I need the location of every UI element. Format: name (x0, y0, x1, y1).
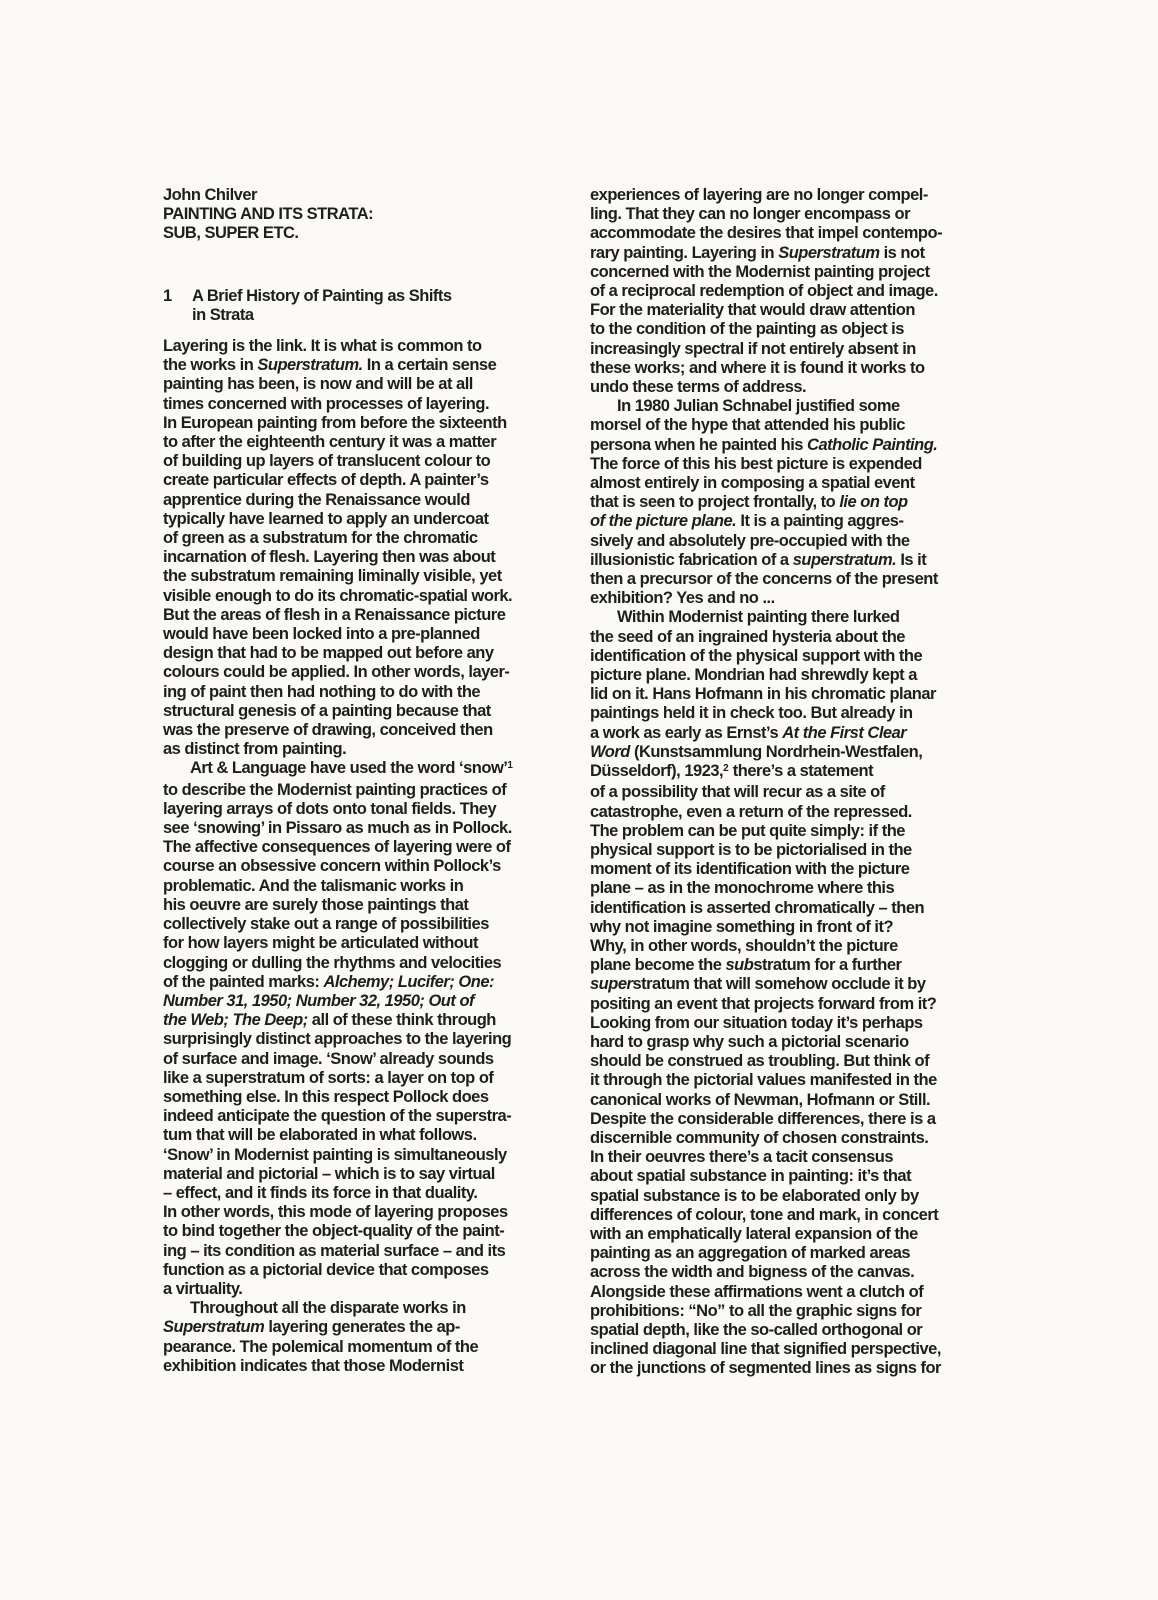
text-line: should be construed as troubling. But think of (590, 1052, 930, 1071)
text-line: across the width and bigness of the canvas. (590, 1263, 915, 1282)
section-title (192, 287, 452, 325)
text-line: collectively stake out a range of possibilities (163, 915, 489, 934)
text-line: why not imagine something in front of it? (590, 917, 894, 936)
text-line: In other words, this mode of layering proposes (163, 1203, 508, 1222)
text-line: spatial depth, like the so-called orthogonal or (590, 1320, 923, 1339)
text-line: hard to grasp why such a pictorial scenario (590, 1032, 909, 1051)
italic-text: Number 31, 1950; Number 32, 1950; Out of (163, 991, 475, 1010)
italic-text: lie on top (839, 493, 908, 512)
article-header (163, 186, 373, 244)
italic-text: Superstratum (163, 1318, 265, 1337)
text-line: physical support is to be pictorialised in the (590, 840, 912, 859)
italic-text: Superstratum (778, 243, 880, 262)
section-heading (163, 287, 452, 325)
article-title-line2: SUB, SUPER ETC. (163, 224, 299, 243)
italic-text: sub (725, 956, 754, 975)
text-line: The force of this his best picture is expended (590, 454, 922, 473)
text-line: Word (Kunstsammlung Nordrhein-Westfalen, (590, 742, 923, 761)
text-line: surprisingly distinct approaches to the layering (163, 1030, 512, 1049)
text-line: paintings held it in check too. But already in (590, 704, 913, 723)
text-line: that is seen to project frontally, to lie on top (590, 493, 908, 512)
column-right (590, 186, 1002, 1379)
text-line: to after the eighteenth century it was a matter (163, 433, 497, 452)
paragraph (590, 608, 1002, 1378)
footnote-marker: 2 (723, 763, 729, 775)
text-line: But the areas of flesh in a Renaissance picture (163, 605, 506, 624)
text-line: apprentice during the Renaissance would (163, 490, 470, 509)
text-line: Despite the considerable differences, there is a (590, 1109, 936, 1128)
text-line: differences of colour, tone and mark, in concert (590, 1205, 939, 1224)
text-line: like a superstratum of sorts: a layer on top of (163, 1068, 494, 1087)
text-line: prohibitions: “No” to all the graphic signs for (590, 1301, 922, 1320)
text-line: picture plane. Mondrian had shrewdly kept a (590, 666, 917, 685)
text-line: In 1980 Julian Schnabel justified some (617, 397, 900, 416)
italic-text: Catholic Painting. (807, 435, 938, 454)
text-line: a work as early as Ernst’s At the First Clear (590, 723, 907, 742)
text-line: Throughout all the disparate works in (190, 1299, 466, 1318)
text-line: or the junctions of segmented lines as signs for (590, 1359, 941, 1378)
text-line: visible enough to do its chromatic-spatial work. (163, 586, 513, 605)
text-line: pearance. The polemical momentum of the (163, 1337, 479, 1356)
section-title-line2: in Strata (192, 306, 254, 325)
text-line: Layering is the link. It is what is common to (163, 337, 482, 355)
text-line: moment of its identification with the picture (590, 860, 910, 879)
text-line: exhibition indicates that those Modernist (163, 1356, 464, 1375)
italic-text: Alchemy; Lucifer; One: (323, 972, 494, 991)
text-line: structural genesis of a painting because that (163, 701, 491, 720)
italic-text: superstratum. (792, 550, 897, 569)
text-line: Alongside these affirmations went a clutch of (590, 1282, 924, 1301)
text-line: exhibition? Yes and no ... (590, 589, 775, 608)
text-line: plane become the substratum for a further (590, 956, 902, 975)
text-line: Why, in other words, shouldn’t the picture (590, 936, 898, 955)
text-line (163, 992, 575, 1011)
text-line: The affective consequences of layering were of (163, 838, 511, 857)
text-line: The problem can be put quite simply: if the (590, 821, 905, 840)
text-line: problematic. And the talismanic works in (163, 876, 464, 895)
column-left (163, 337, 575, 1376)
text-line: with an emphatically lateral expansion of the (590, 1224, 918, 1243)
paragraph (163, 1299, 575, 1376)
text-line: function as a pictorial device that composes (163, 1260, 489, 1279)
author-name: John Chilver (163, 186, 257, 204)
text-line: colours could be applied. In other words, layer- (163, 663, 510, 682)
paragraph (163, 337, 575, 759)
text-line: catastrophe, even a return of the repressed. (590, 802, 912, 821)
text-line: the works in Superstratum. In a certain sense (163, 356, 497, 375)
text-line: identification of the physical support with the (590, 646, 923, 665)
section-number: 1 (163, 287, 172, 305)
text-line: was the preserve of drawing, conceived then (163, 721, 493, 740)
text-line: painting as an aggregation of marked areas (590, 1244, 911, 1263)
text-line: For the materiality that would draw attention (590, 301, 915, 320)
text-line: the substratum remaining liminally visible, yet (163, 567, 502, 586)
text-line: persona when he painted his Catholic Painting. (590, 435, 938, 454)
text-line: it through the pictorial values manifested in the (590, 1071, 937, 1090)
text-line: rary painting. Layering in Superstratum is not (590, 243, 925, 262)
text-line: ling. That they can no longer encompass or (590, 205, 911, 224)
text-line: spatial substance is to be elaborated only by (590, 1186, 919, 1205)
text-line: ‘Snow’ in Modernist painting is simultaneously (163, 1145, 507, 1164)
text-line: discernible community of chosen constraints. (590, 1128, 929, 1147)
text-line: ing of paint then had nothing to do with the (163, 682, 481, 701)
text-line: to the condition of the painting as object is (590, 320, 904, 339)
text-line: something else. In this respect Pollock does (163, 1087, 489, 1106)
paragraph (590, 397, 1002, 608)
text-line: his oeuvre are surely those paintings that (163, 895, 469, 914)
footnote-marker: 1 (507, 760, 513, 772)
text-line: would have been locked into a pre-planned (163, 625, 480, 644)
text-line: Düsseldorf), 1923,$^2$ there’s a statement (590, 762, 874, 781)
text-line: times concerned with processes of layering. (163, 394, 490, 413)
text-line: Art & Language have used the word ‘snow’$^1$ (190, 759, 513, 778)
italic-text: of the picture plane. (590, 512, 737, 531)
text-line: – effect, and it finds its force in that duality. (163, 1183, 478, 1202)
text-line: In European painting from before the sixteenth (163, 413, 507, 432)
text-line: accommodate the desires that impel contempo- (590, 224, 943, 243)
text-line: Superstratum layering generates the ap- (163, 1318, 460, 1337)
text-line: of a reciprocal redemption of object and image. (590, 282, 938, 301)
text-line: painting has been, is now and will be at all (163, 375, 473, 394)
text-line: concerned with the Modernist painting project (590, 262, 930, 281)
text-line: of building up layers of translucent colour to (163, 452, 491, 471)
text-line: these works; and where it is found it works to (590, 358, 925, 377)
text-line: sively and absolutely pre-occupied with the (590, 531, 910, 550)
text-line: for how layers might be articulated without (163, 934, 478, 953)
text-line: Within Modernist painting there lurked (617, 608, 900, 627)
text-line: the seed of an ingrained hysteria about the (590, 627, 905, 646)
text-line: inclined diagonal line that signified perspective, (590, 1340, 941, 1359)
text-line: positing an event that projects forward from it? (590, 994, 937, 1013)
text-line: design that had to be mapped out before any (163, 644, 494, 663)
italic-text: At the First Clear (782, 723, 907, 742)
text-line: of surface and image. ‘Snow’ already sounds (163, 1049, 494, 1068)
text-line: of green as a substratum for the chromatic (163, 529, 478, 548)
text-line: plane – as in the monochrome where this (590, 879, 895, 898)
text-line: indeed anticipate the question of the superstra- (163, 1107, 512, 1126)
italic-text: Word (590, 742, 630, 761)
text-line: material and pictorial – which is to say virtual (163, 1164, 495, 1183)
text-line: In their oeuvres there’s a tacit consensus (590, 1148, 894, 1167)
text-line: undo these terms of address. (590, 378, 807, 397)
text-line: experiences of layering are no longer compel- (590, 186, 928, 204)
text-line: to bind together the object-quality of the paint- (163, 1222, 505, 1241)
paragraph (590, 186, 1002, 397)
italic-text: Superstratum. (257, 356, 363, 375)
text-line: incarnation of flesh. Layering then was about (163, 548, 496, 567)
text-line: tum that will be elaborated in what follows. (163, 1126, 477, 1145)
text-line: Looking from our situation today it’s perhaps (590, 1013, 923, 1032)
text-line: of the painted marks: Alchemy; Lucifer; One: (163, 972, 494, 991)
text-line: about spatial substance in painting: it’s that (590, 1167, 912, 1186)
text-line: as distinct from painting. (163, 740, 347, 759)
text-line: see ‘snowing’ in Pissaro as much as in Pollock. (163, 819, 512, 838)
text-line: illusionistic fabrication of a superstratum. Is it (590, 550, 927, 569)
text-line: identification is asserted chromatically – then (590, 898, 925, 917)
text-line: of a possibility that will recur as a site of (590, 783, 885, 802)
text-line: almost entirely in composing a spatial event (590, 474, 915, 493)
text-line: create particular effects of depth. A painter’s (163, 471, 489, 490)
text-line: superstratum that will somehow occlude it by (590, 975, 926, 994)
text-line: morsel of the hype that attended his public (590, 416, 905, 435)
text-line: the Web; The Deep; all of these think through (163, 1011, 496, 1030)
text-line: of the picture plane. It is a painting aggres- (590, 512, 904, 531)
italic-text: the Web; The Deep; (163, 1011, 308, 1030)
article-title-line1: PAINTING AND ITS STRATA: (163, 205, 374, 224)
section-title-line1: A Brief History of Painting as Shifts (192, 287, 452, 305)
text-line: canonical works of Newman, Hofmann or Still. (590, 1090, 931, 1109)
text-line: then a precursor of the concerns of the present (590, 570, 938, 589)
text-line: course an obsessive concern within Pollock’s (163, 857, 501, 876)
text-line: lid on it. Hans Hofmann in his chromatic planar (590, 685, 936, 704)
text-line: layering arrays of dots onto tonal fields. They (163, 799, 497, 818)
text-line: clogging or dulling the rhythms and velocities (163, 953, 502, 972)
text-line: to describe the Modernist painting practices of (163, 780, 507, 799)
text-line: ing – its condition as material surface – and its (163, 1241, 506, 1260)
text-line: a virtuality. (163, 1279, 243, 1298)
text-line: increasingly spectral if not entirely absent in (590, 339, 916, 358)
italic-text: super (590, 975, 633, 994)
text-line: typically have learned to apply an undercoat (163, 509, 489, 528)
paragraph (163, 759, 575, 1299)
